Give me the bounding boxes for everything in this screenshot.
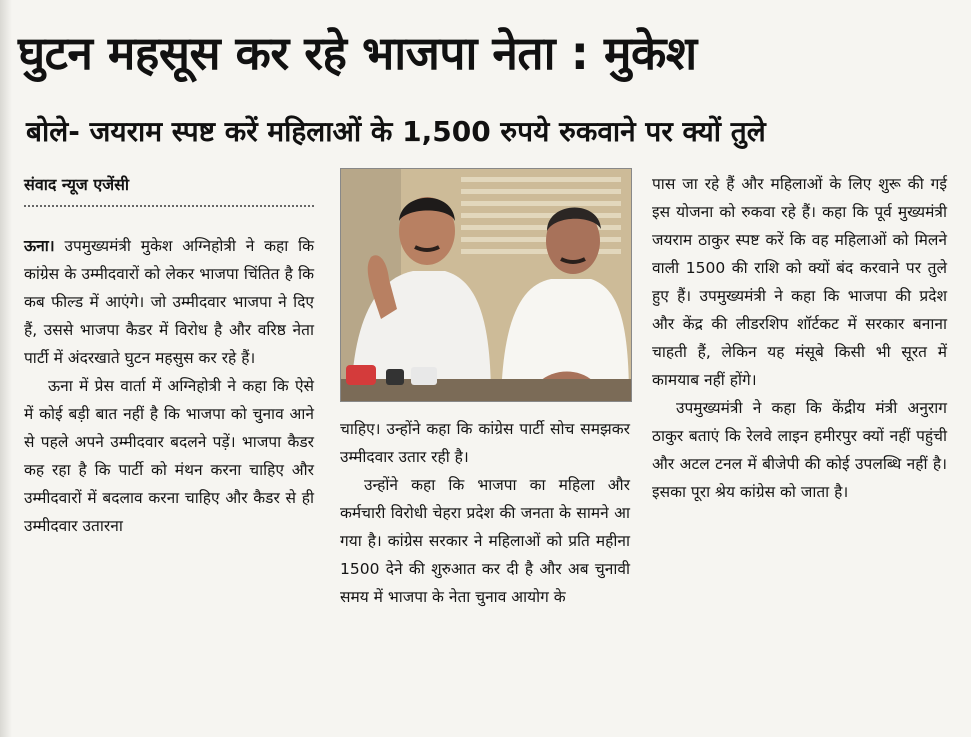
page-edge xyxy=(0,0,12,737)
paragraph: पास जा रहे हैं और महिलाओं के लिए शुरू की गई इस योजना को रुकवा रहे हैं। कहा कि पूर्व मुख्यमंत्री जयराम ठाकुर स्पष्ट करें कि वह महिलाओं को मिलने वाली 1500 की राशि को क्यों बंद करवाने पर तुले हुए हैं। उपमुख्यमंत्री ने कहा कि भाजपा की प्रदेश और केंद्र की लीडरशिप शॉर्टकट में सरकार बनाना चाहती हैं, लेकिन यह मंसूबे किसी भी सूरत में कामयाब नहीं होंगे। xyxy=(652,175,947,389)
paragraph: उन्होंने कहा कि भाजपा का महिला और कर्मचारी विरोधी चेहरा प्रदेश की जनता के सामने आ गया है। कांग्रेस सरकार ने महिलाओं को प्रति महीना 1500 देने की शुरुआत कर दी है और अब चुनावी समय में भाजपा के नेता चुनाव आयोग के xyxy=(340,476,630,606)
paragraph: उपमुख्यमंत्री ने कहा कि केंद्रीय मंत्री अनुराग ठाकुर बताएं कि रेलवे लाइन हमीरपुर क्यों नहीं पहुंची और अटल टनल में बीजेपी की कोई उपलब्धि नहीं है। इसका पूरा श्रेय कांग्रेस को जाता है। xyxy=(652,399,947,501)
paragraph: चाहिए। उन्होंने कहा कि कांग्रेस पार्टी सोच समझकर उम्मीदवार उतार रही है। xyxy=(340,420,630,466)
byline-divider xyxy=(24,205,314,207)
paragraph: ऊना में प्रेस वार्ता में अग्निहोत्री ने कहा कि ऐसे में कोई बड़ी बात नहीं है कि भाजपा को चुनाव आने से पहले अपने उम्मीदवार बदलने पड़ें। भाजपा कैडर कह रहा है कि पार्टी को मंथन करना चाहिए और उम्मीदवारों में बदलाव करना चाहिए और कैडर से ही उम्मीदवार उतारना xyxy=(24,377,314,535)
paragraph xyxy=(24,232,314,372)
column-1 xyxy=(24,232,314,540)
press-conference-photo xyxy=(340,168,632,402)
column-3 xyxy=(652,170,947,506)
byline: संवाद न्यूज एजेंसी xyxy=(24,175,130,194)
column-2 xyxy=(340,415,630,611)
photo-illustration xyxy=(341,169,631,401)
headline: घुटन महसूस कर रहे भाजपा नेता : मुकेश xyxy=(18,26,697,80)
paragraph-text: उपमुख्यमंत्री मुकेश अग्निहोत्री ने कहा कि कांग्रेस के उम्मीदवारों को लेकर भाजपा चिंतित है कि कब फील्ड में आएंगे। जो उम्मीदवार भाजपा ने दिए हैं, उससे भाजपा कैडर में विरोध है और वरिष्ठ नेता पार्टी में अंदरखाते घुटन महसुस कर रहे हैं। xyxy=(24,237,314,367)
dateline: ऊना। xyxy=(24,237,55,255)
subheadline: बोले- जयराम स्पष्ट करें महिलाओं के 1,500 रुपये रुकवाने पर क्यों तुले xyxy=(26,115,766,148)
